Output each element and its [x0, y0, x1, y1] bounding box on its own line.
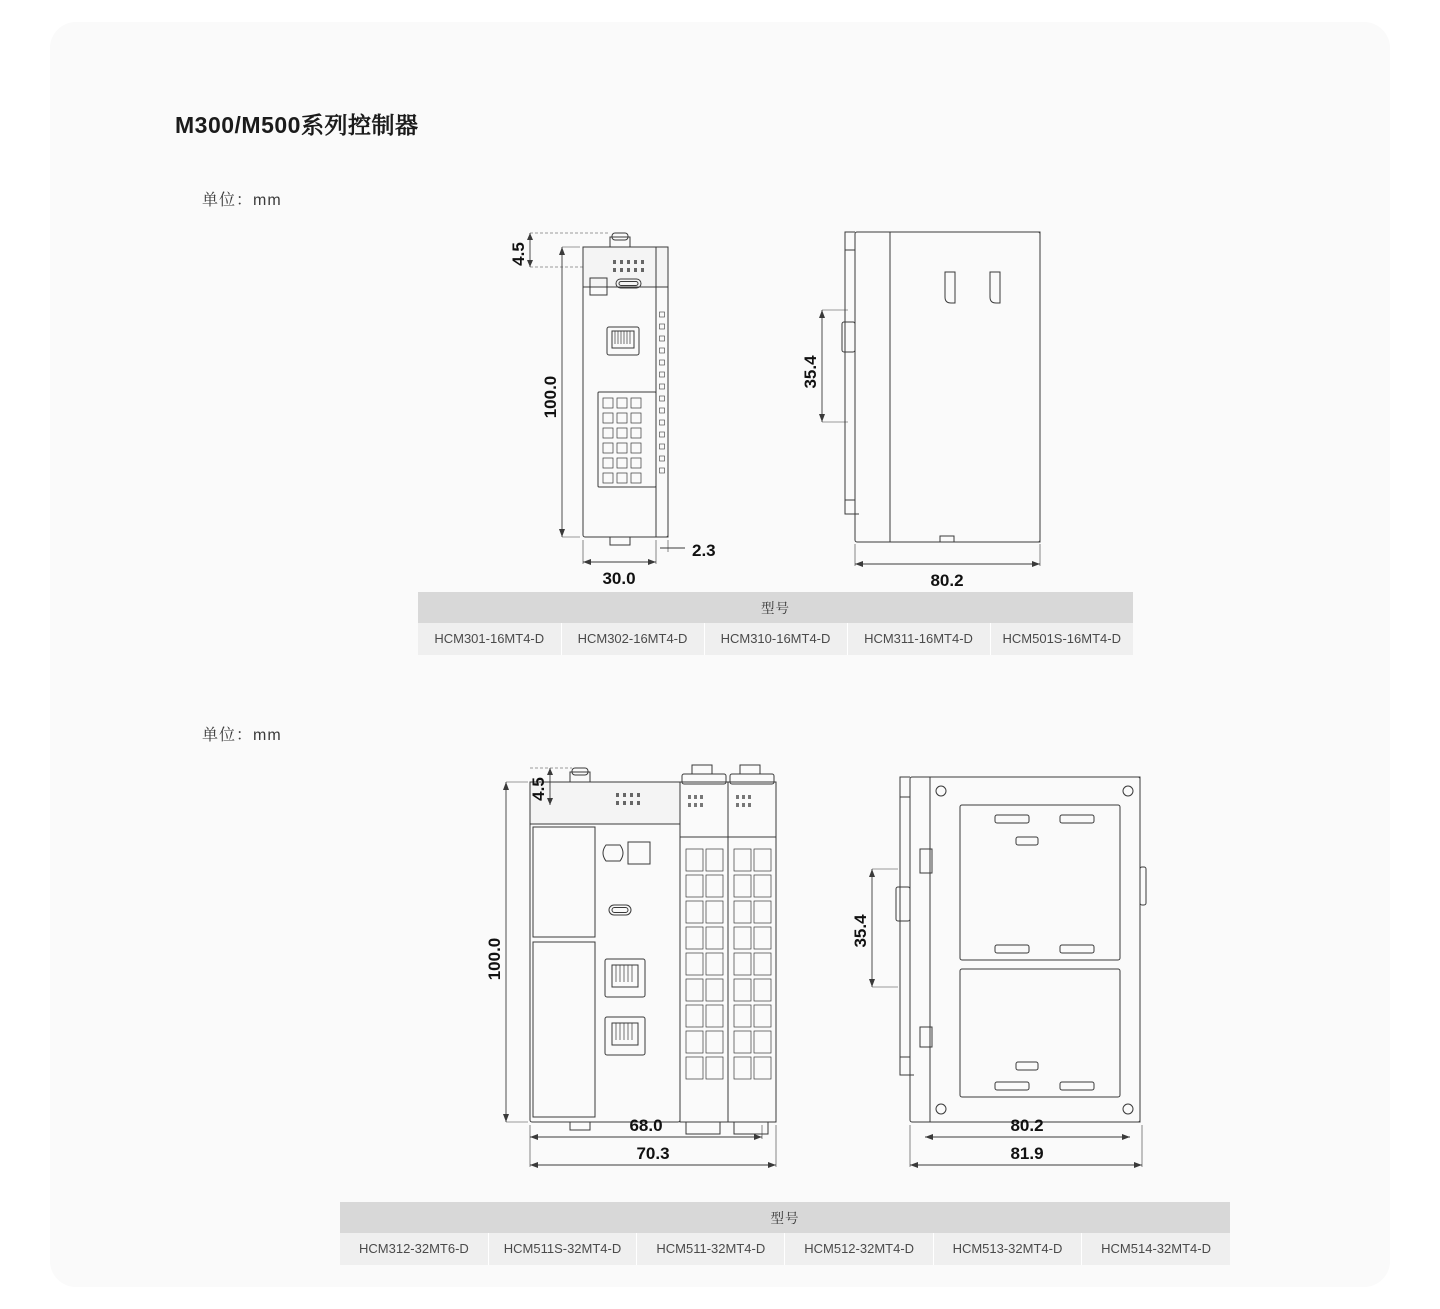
dim-height-figure2: 100.0 [485, 937, 504, 981]
model-cell: HCM511S-32MT4-D [488, 1233, 636, 1265]
model-cell: HCM512-32MT4-D [785, 1233, 933, 1265]
model-cell: HCM302-16MT4-D [561, 623, 704, 655]
dim-top-offset-figure2: 4.5 [529, 777, 548, 801]
model-cell: HCM311-16MT4-D [847, 623, 990, 655]
model-table-figure1 [418, 592, 1133, 655]
model-cell: HCM312-32MT6-D [340, 1233, 488, 1265]
model-cell: HCM513-32MT4-D [933, 1233, 1081, 1265]
dim-height-figure1: 100.0 [541, 375, 560, 419]
page-card [50, 22, 1390, 1287]
dim-side-depth-figure1: 35.4 [801, 355, 820, 389]
dim-width-outer-figure2: 70.3 [636, 1144, 670, 1163]
model-table-header-1: 型号 [418, 592, 1133, 623]
table-row [340, 1233, 1230, 1265]
dim-width-figure1: 30.0 [602, 569, 636, 588]
table-row [418, 623, 1133, 655]
figure1-drawing [470, 192, 1230, 592]
model-cell: HCM501S-16MT4-D [990, 623, 1133, 655]
dim-width-inner-figure2: 68.0 [629, 1116, 663, 1135]
page-title: M300/M500系列控制器 [175, 112, 419, 138]
model-cell: HCM310-16MT4-D [704, 623, 847, 655]
unit-label-figure1: 单位：mm [202, 192, 282, 209]
model-table-figure2 [340, 1202, 1230, 1265]
dim-side-width-figure1: 80.2 [930, 571, 964, 590]
dim-top-offset-figure1: 4.5 [509, 242, 528, 266]
figure2-drawing [420, 737, 1250, 1197]
dim-side-width-outer-figure2: 81.9 [1010, 1144, 1044, 1163]
unit-label-figure2: 单位：mm [202, 727, 282, 744]
dim-tab-offset-figure1: 2.3 [692, 541, 716, 560]
dim-side-depth-figure2: 35.4 [851, 914, 870, 948]
model-table-header-2: 型号 [340, 1202, 1230, 1233]
table-row [340, 1202, 1230, 1233]
dim-side-width-inner-figure2: 80.2 [1010, 1116, 1044, 1135]
model-cell: HCM511-32MT4-D [637, 1233, 785, 1265]
model-cell: HCM514-32MT4-D [1082, 1233, 1230, 1265]
table-row [418, 592, 1133, 623]
model-cell: HCM301-16MT4-D [418, 623, 561, 655]
